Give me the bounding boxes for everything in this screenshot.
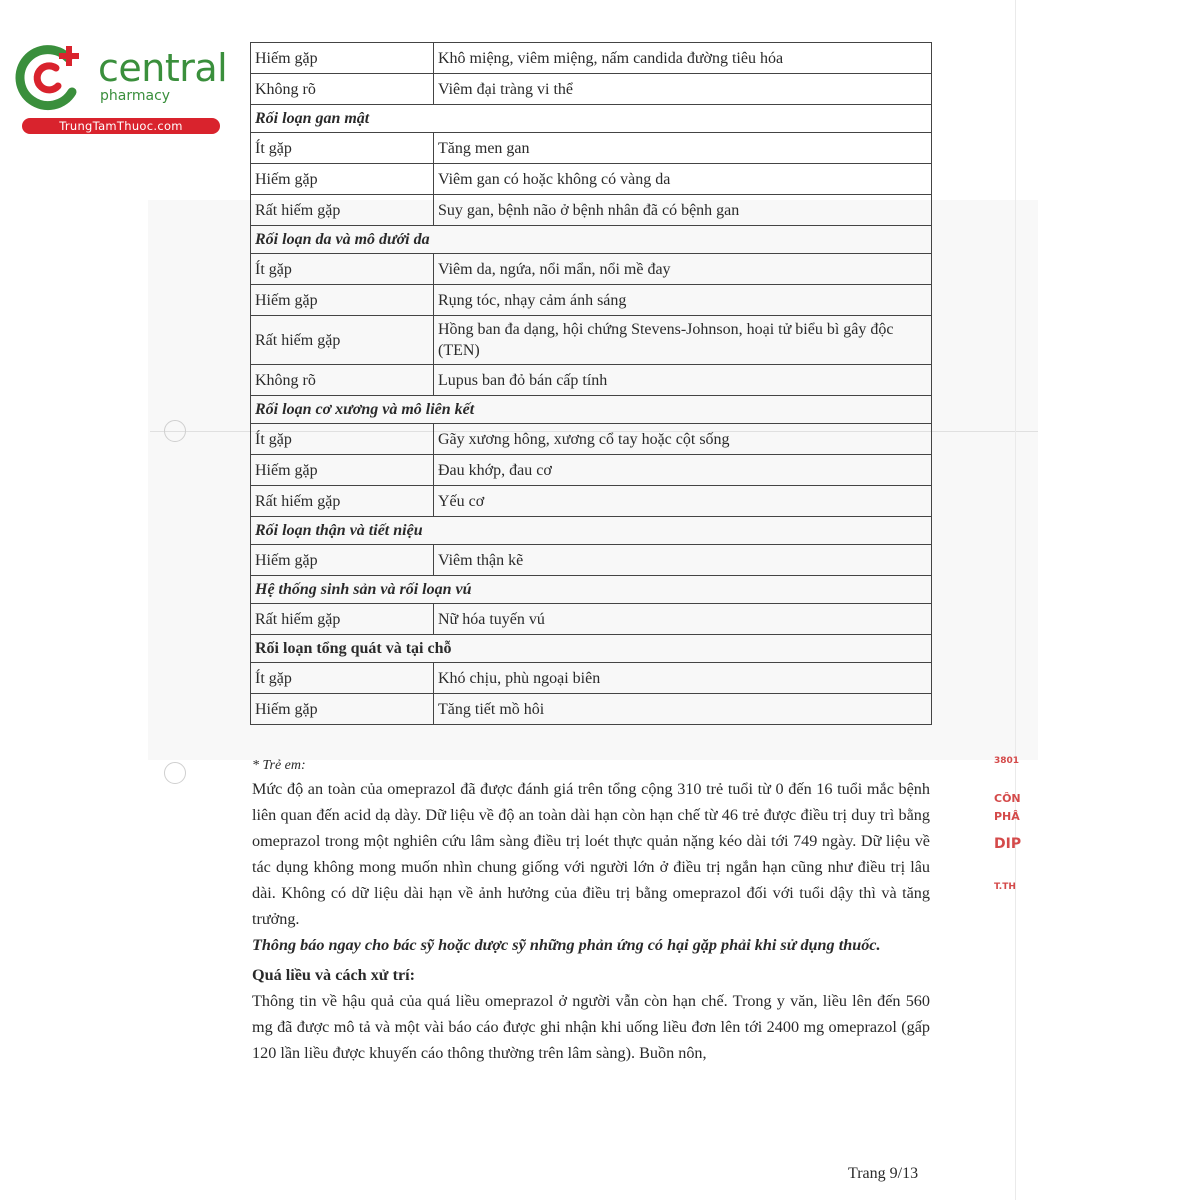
category-row [251,105,932,133]
table-row [251,254,932,285]
table-row [251,455,932,486]
page-number: Trang 9/13 [848,1165,919,1182]
effect-cell: Nữ hóa tuyến vú [434,604,932,635]
table-row [251,74,932,105]
frequency-cell: Hiếm gặp [251,694,434,725]
effect-cell: Viêm gan có hoặc không có vàng da [434,164,932,195]
red-stamp [994,756,1024,916]
table-row [251,663,932,694]
table-row [251,424,932,455]
frequency-cell: Rất hiếm gặp [251,604,434,635]
effect-cell: Khó chịu, phù ngoại biên [434,663,932,694]
category-row [251,396,932,424]
central-pharmacy-logo [10,40,228,140]
effect-cell: Đau khớp, đau cơ [434,455,932,486]
category-label: Hệ thống sinh sản và rối loạn vú [251,576,932,604]
table-row [251,285,932,316]
table-row [251,43,932,74]
page-edge-line [1015,0,1016,1200]
table-row [251,133,932,164]
table-row [251,486,932,517]
stamp-line: DIP [994,836,1022,852]
effect-cell: Tăng men gan [434,133,932,164]
effect-cell: Lupus ban đỏ bán cấp tính [434,365,932,396]
effect-cell: Khô miệng, viêm miệng, nấm candida đường tiêu hóa [434,43,932,74]
category-label: Rối loạn gan mật [251,105,932,133]
stamp-line: 3801 [994,756,1020,766]
category-row [251,517,932,545]
frequency-cell: Ít gặp [251,663,434,694]
frequency-cell: Hiếm gặp [251,164,434,195]
logo-sub: pharmacy [100,88,171,104]
punch-hole [164,420,186,442]
overdose-paragraph: Thông tin về hậu quả của quá liều omeprazol ở người vẫn còn hạn chế. Trong y văn, liều lên đến 560 mg đã được mô tả và một vài báo cáo được ghi nhận khi uống liều đơn lên tới 2400 mg omeprazol (gấp 120 lần liều được khuyến cáo thông thường trên lâm sàng). Buồn nôn, [252,992,930,1062]
frequency-cell: Ít gặp [251,254,434,285]
frequency-cell: Ít gặp [251,424,434,455]
frequency-cell: Không rõ [251,365,434,396]
children-note: * Trẻ em: [252,758,306,773]
effect-cell: Viêm thận kẽ [434,545,932,576]
effect-cell: Suy gan, bệnh não ở bệnh nhân đã có bệnh gan [434,195,932,226]
document-body [252,756,930,1066]
frequency-cell: Hiếm gặp [251,43,434,74]
table-row [251,164,932,195]
category-row [251,576,932,604]
effect-cell: Yếu cơ [434,486,932,517]
effect-cell: Rụng tóc, nhạy cảm ánh sáng [434,285,932,316]
effect-cell: Tăng tiết mồ hôi [434,694,932,725]
frequency-cell: Rất hiếm gặp [251,316,434,365]
effect-cell: Hồng ban đa dạng, hội chứng Stevens-Johnson, hoại tử biểu bì gây độc (TEN) [434,316,932,365]
table-row [251,365,932,396]
frequency-cell: Hiếm gặp [251,455,434,486]
pharmacy-cross-icon [10,40,96,116]
table-row [251,604,932,635]
category-label: Rối loạn thận và tiết niệu [251,517,932,545]
frequency-cell: Rất hiếm gặp [251,195,434,226]
logo-brand: central [98,46,228,90]
category-label: Rối loạn tổng quát và tại chỗ [251,635,932,663]
category-row [251,226,932,254]
logo-banner: TrungTamThuoc.com [22,118,220,134]
category-row [251,635,932,663]
adverse-effects-table [250,42,932,725]
effect-cell: Viêm đại tràng vi thể [434,74,932,105]
effect-cell: Gãy xương hông, xương cổ tay hoặc cột sống [434,424,932,455]
stamp-line: CÔN [994,792,1021,805]
table-row [251,545,932,576]
frequency-cell: Hiếm gặp [251,285,434,316]
table-row [251,195,932,226]
overdose-heading: Quá liều và cách xử trí: [252,966,416,984]
warning-paragraph: Thông báo ngay cho bác sỹ hoặc dược sỹ những phản ứng có hại gặp phải khi sử dụng thuốc. [252,936,881,954]
table-row [251,694,932,725]
punch-hole [164,762,186,784]
frequency-cell: Không rõ [251,74,434,105]
table-row [251,316,932,365]
stamp-line: T.TH [994,882,1016,892]
frequency-cell: Ít gặp [251,133,434,164]
frequency-cell: Rất hiếm gặp [251,486,434,517]
category-label: Rối loạn da và mô dưới da [251,226,932,254]
stamp-line: PHÂ [994,810,1020,823]
category-label: Rối loạn cơ xương và mô liên kết [251,396,932,424]
children-paragraph: Mức độ an toàn của omeprazol đã được đánh giá trên tổng cộng 310 trẻ tuổi từ 0 đến 16 tuổi mắc bệnh liên quan đến acid dạ dày. Dữ liệu về độ an toàn dài hạn còn hạn chế từ 46 trẻ được điều trị duy trì bằng omeprazol trong một nghiên cứu lâm sàng điều trị loét thực quản nặng kéo dài tới 749 ngày. Dữ liệu về tác dụng không mong muốn nhìn chung giống với người lớn ở điều trị ngắn hạn cũng như điều trị lâu dài. Không có dữ liệu dài hạn về ảnh hưởng của điều trị bằng omeprazol đối với tuổi dậy thì và tăng trưởng. [252,780,930,928]
frequency-cell: Hiếm gặp [251,545,434,576]
effect-cell: Viêm da, ngứa, nổi mẩn, nổi mề đay [434,254,932,285]
